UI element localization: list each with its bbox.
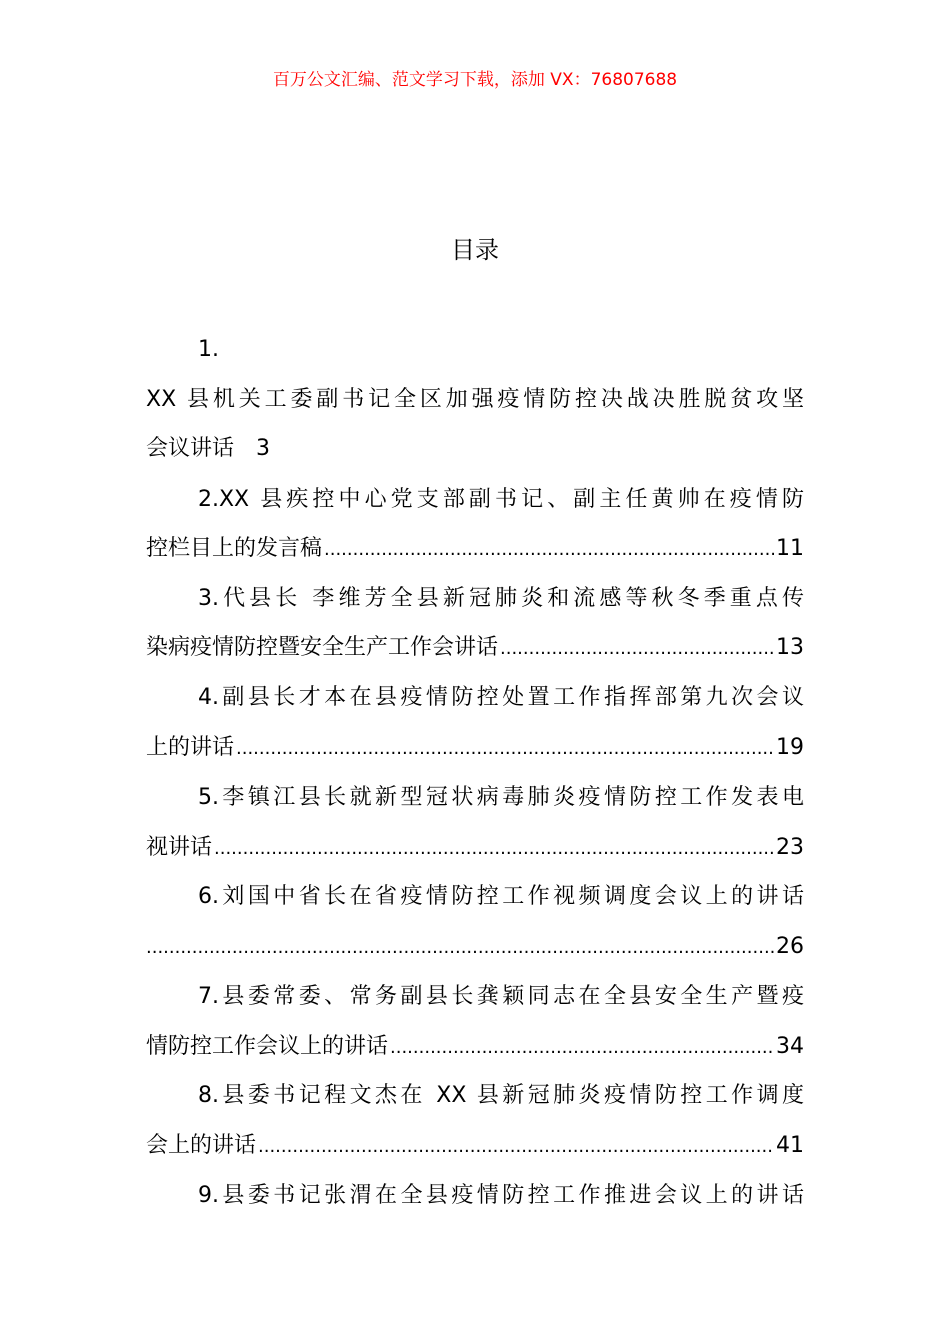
toc-entry-2-page: 11 [776,536,804,561]
toc-entry-3-page: 13 [776,635,804,660]
toc-entry-7-leader [390,1033,774,1063]
toc-entry-3-text: 染病疫情防控暨安全生产工作会讲话 [146,635,499,660]
toc-entry-7-line1[interactable]: 7.县委常委、常务副县长龚颖同志在全县安全生产暨疫 [198,984,804,1009]
toc-entry-8-leader [258,1132,774,1162]
toc-entry-1-line1[interactable]: XX 县机关工委副书记全区加强疫情防控决战决胜脱贫攻坚 [146,387,804,412]
toc-entry-8-line2[interactable] [146,1131,804,1162]
toc-entry-5-text: 视讲话 [146,835,213,860]
toc-entry-3-leader [500,634,774,664]
toc-entry-3-line2[interactable] [146,633,804,664]
toc-entry-6-leader [146,933,774,963]
toc-entry-5-leader [214,834,774,864]
toc-entry-2-leader [324,535,774,565]
toc-entry-5-page: 23 [776,835,804,860]
header-banner: 百万公文汇编、范文学习下载，添加 VX：76807688 [272,70,678,90]
toc-entry-4-text: 上的讲话 [146,735,235,760]
toc-entry-4-page: 19 [776,735,804,760]
toc-entry-6-line1[interactable]: 6.刘国中省长在省疫情防控工作视频调度会议上的讲话 [198,884,804,909]
toc-entry-8-text: 会上的讲话 [146,1133,257,1158]
toc-entry-7-line2[interactable] [146,1032,804,1063]
toc-entry-4-line1[interactable]: 4.副县长才本在县疫情防控处置工作指挥部第九次会议 [198,685,804,710]
toc-entry-6-page: 26 [776,934,804,959]
toc-entry-2-text: 控栏目上的发言稿 [146,536,323,561]
toc-entry-4-line2[interactable] [146,733,804,764]
toc-entry-7-text: 情防控工作会议上的讲话 [146,1034,389,1059]
toc-entry-1-page: 3 [256,436,271,461]
toc-entry-6-line2[interactable] [146,932,804,963]
toc-entry-1-text: 会议讲话 [146,436,235,461]
toc-entry-8-page: 41 [776,1133,804,1158]
toc-entry-2-line2[interactable] [146,534,804,565]
toc-entry-9-line1[interactable]: 9.县委书记张渭在全县疫情防控工作推进会议上的讲话 [198,1183,804,1208]
toc-title: 目录 [451,236,499,264]
toc-entry-1-number[interactable]: 1. [198,337,219,362]
toc-entry-1-line2[interactable] [146,434,804,464]
toc-entry-3-line1[interactable]: 3.代县长 李维芳全县新冠肺炎和流感等秋冬季重点传 [198,586,804,611]
toc-entry-7-page: 34 [776,1034,804,1059]
toc-entry-5-line2[interactable] [146,833,804,864]
toc-entry-4-leader [236,734,774,764]
toc-entry-8-line1[interactable]: 8.县委书记程文杰在 XX 县新冠肺炎疫情防控工作调度 [198,1083,804,1108]
toc-entry-5-line1[interactable]: 5.李镇江县长就新型冠状病毒肺炎疫情防控工作发表电 [198,785,804,810]
toc-entry-2-line1[interactable]: 2.XX 县疾控中心党支部副书记、副主任黄帅在疫情防 [198,487,804,512]
